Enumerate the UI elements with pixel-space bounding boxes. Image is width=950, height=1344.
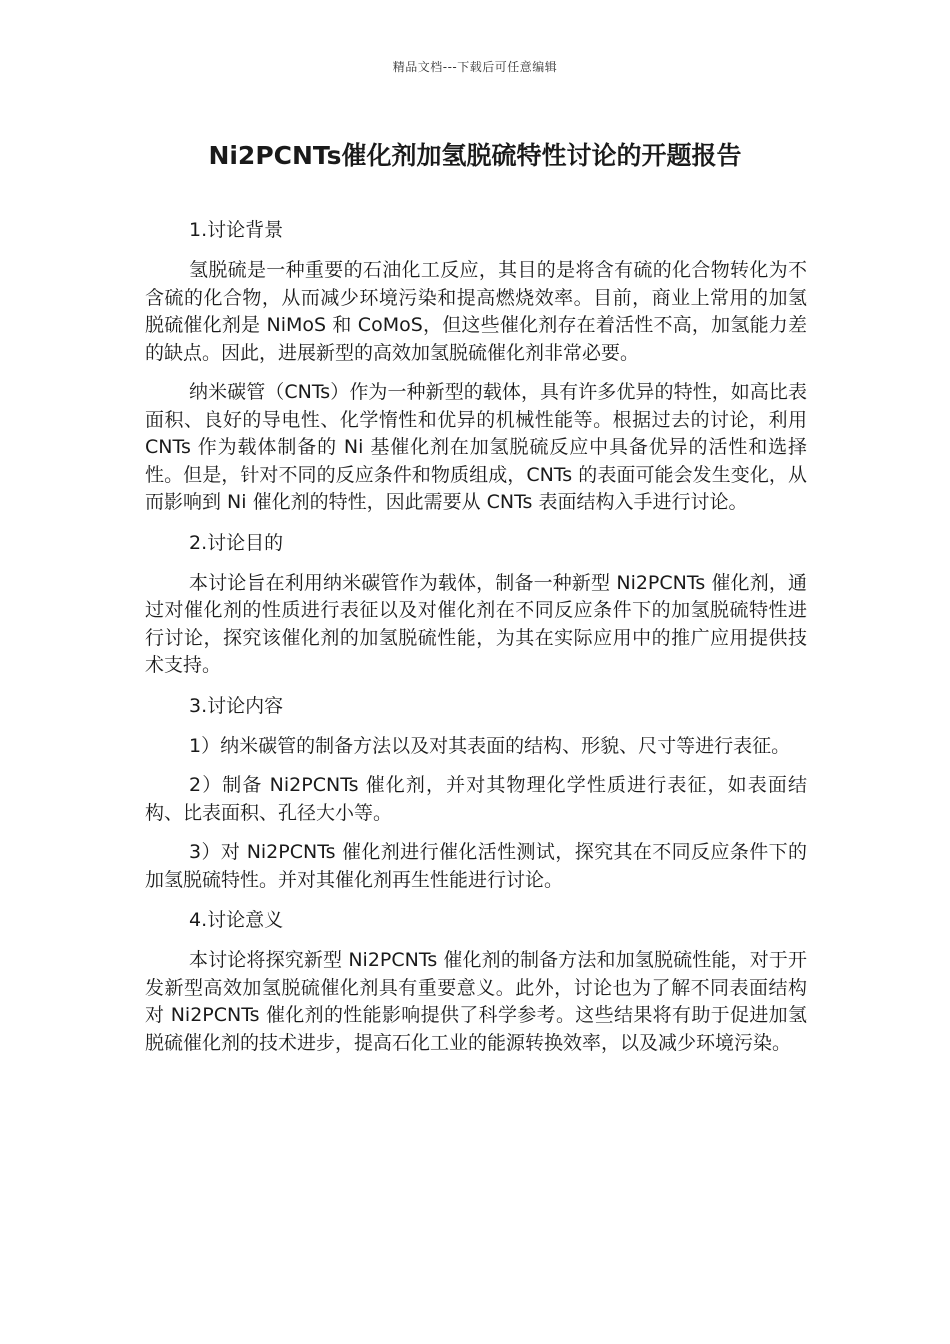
- section-purpose: [145, 529, 807, 680]
- document-title: Ni2PCNTs催化剂加氢脱硫特性讨论的开题报告: [208, 141, 742, 170]
- section-heading: 2.讨论目的: [189, 531, 284, 554]
- body-paragraph: 氢脱硫是一种重要的石油化工反应，其目的是将含有硫的化合物转化为不含硫的化合物，从而减少环境污染和提高燃烧效率。目前，商业上常用的加氢脱硫催化剂是 NiMoS 和 CoMoS，但这些催化剂存在着活性不高，加氢能力差的缺点。因此，进展新型的高效加氢脱硫催化剂非常必要。: [145, 259, 807, 364]
- section-heading: 1.讨论背景: [189, 219, 284, 241]
- section-content: [145, 692, 807, 895]
- list-item: 1）纳米碳管的制备方法以及对其表面的结构、形貌、尺寸等进行表征。: [189, 734, 791, 757]
- section-significance: [145, 906, 807, 1057]
- list-item: 3）对 Ni2PCNTs 催化剂进行催化活性测试，探究其在不同反应条件下的加氢脱硫特性。并对其催化剂再生性能进行讨论。: [145, 841, 807, 891]
- body-paragraph: 本讨论将探究新型 Ni2PCNTs 催化剂的制备方法和加氢脱硫性能，对于开发新型高效加氢脱硫催化剂具有重要意义。此外，讨论也为了解不同表面结构对 Ni2PCNTs 催化剂的性能影响提供了科学参考。这些结果将有助于促进加氢脱硫催化剂的技术进步，提高石化工业的能源转换效率，以及减少环境污染。: [145, 949, 807, 1054]
- list-item: 2）制备 Ni2PCNTs 催化剂，并对其物理化学性质进行表征，如表面结构、比表面积、孔径大小等。: [145, 774, 807, 824]
- document-body: [145, 216, 807, 1069]
- section-background: [145, 216, 807, 517]
- section-heading: 4.讨论意义: [189, 909, 284, 931]
- body-paragraph: 本讨论旨在利用纳米碳管作为载体，制备一种新型 Ni2PCNTs 催化剂，通过对催化剂的性质进行表征以及对催化剂在不同反应条件下的加氢脱硫特性进行讨论，探究该催化剂的加氢脱硫性能，为其在实际应用中的推广应用提供技术支持。: [145, 571, 807, 676]
- section-heading: 3.讨论内容: [189, 694, 284, 717]
- page-header-note: 精品文档---下载后可任意编辑: [392, 60, 558, 74]
- body-paragraph: 纳米碳管（CNTs）作为一种新型的载体，具有许多优异的特性，如高比表面积、良好的导电性、化学惰性和优异的机械性能等。根据过去的讨论，利用 CNTs 作为载体制备的 Ni 基催化剂在加氢脱硫反应中具备优异的活性和选择性。但是，针对不同的反应条件和物质组成，CNTs 的表面可能会发生变化，从而影响到 Ni 催化剂的特性，因此需要从 CNTs 表面结构入手进行讨论。: [145, 381, 807, 513]
